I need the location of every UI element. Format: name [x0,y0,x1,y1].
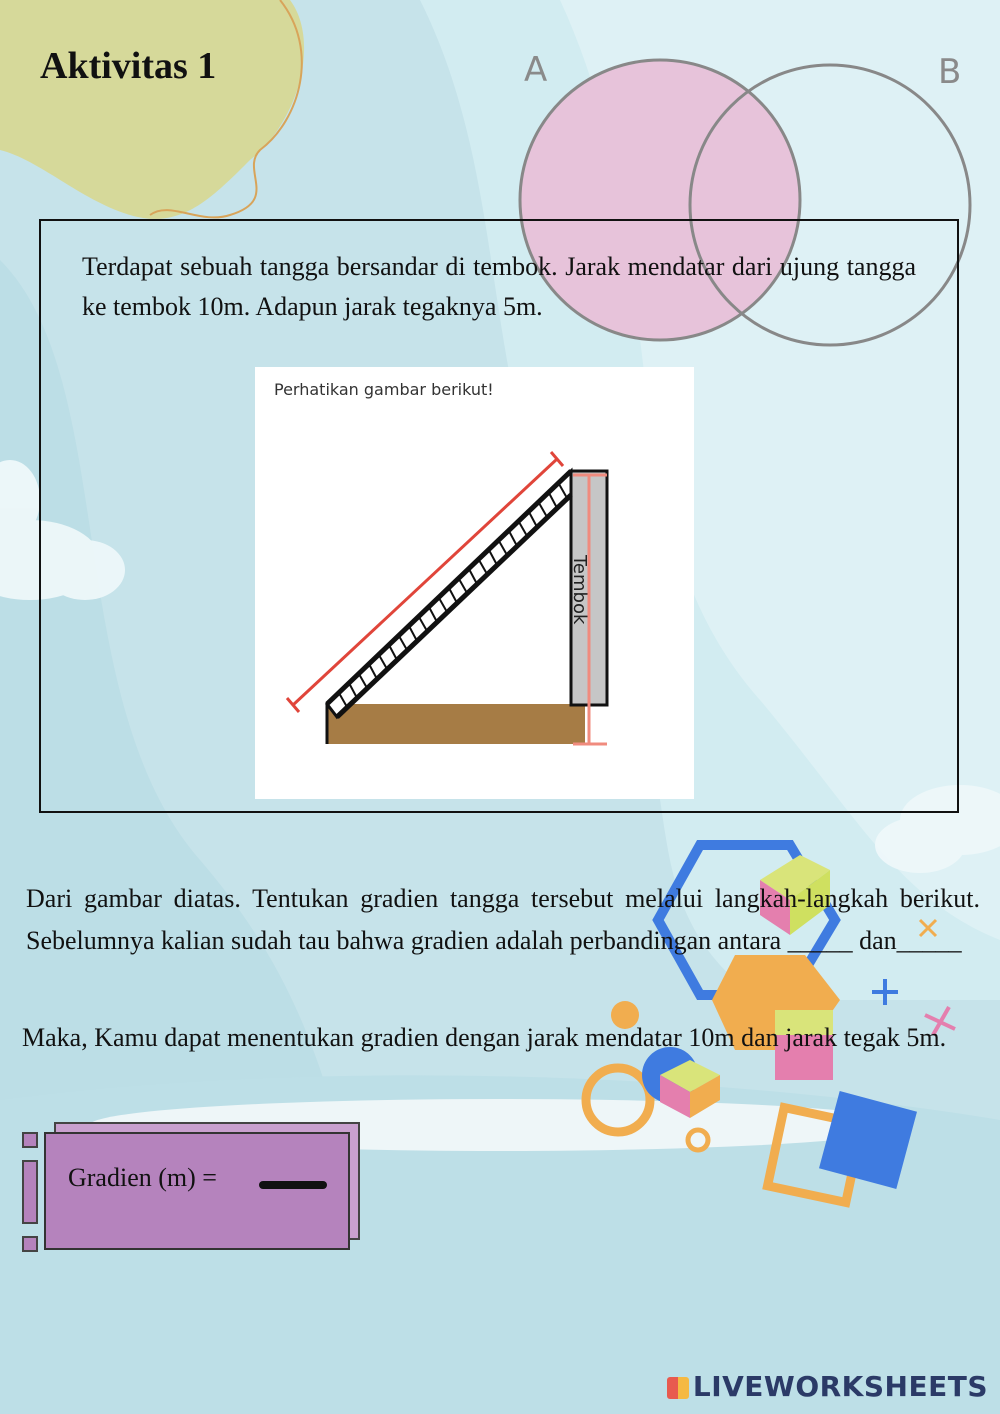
ladder-diagram [255,367,694,799]
card-tab-bottom [22,1236,38,1252]
followup-text: Maka, Kamu dapat menentukan gradien dengan jarak mendatar 10m dan jarak tegak 5m. [22,1023,947,1052]
ladder-figure [255,367,694,799]
venn-label-b: B [938,52,962,92]
figure-caption: Perhatikan gambar berikut! [274,380,494,399]
venn-label-a: A [524,50,548,90]
card-tab-top [22,1132,38,1148]
wall-label: Tembok [569,555,590,625]
instructions-text: Dari gambar diatas. Tentukan gradien tangga tersebut melalui langkah-langkah berikut. Sebelumnya kalian sudah tau bahwa gradien adalah perbandingan antara _____ dan_____ [26,884,980,955]
ladder-length-marker [287,452,563,712]
ground [327,704,585,744]
brand-logo[interactable] [667,1370,988,1403]
gradient-answer-blank[interactable] [259,1181,327,1189]
ladder [327,471,571,717]
brand-name: LIVEWORKSHEETS [692,1370,988,1403]
card-tab-middle [22,1160,38,1224]
brand-icon [667,1377,689,1399]
page-title: Aktivitas 1 [40,45,217,87]
gradient-label: Gradien (m) = [68,1163,217,1192]
problem-text: Terdapat sebuah tangga bersandar di tembok. Jarak mendatar dari ujung tangga ke tembok 10m. Adapun jarak tegaknya 5m. [82,252,916,321]
